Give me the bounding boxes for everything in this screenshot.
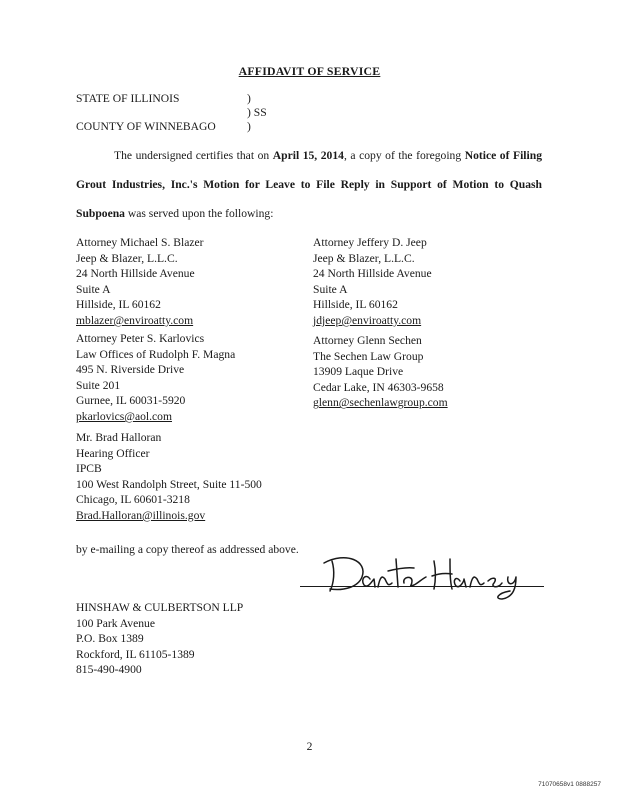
venue-state: STATE OF ILLINOIS <box>76 92 180 105</box>
certification-paragraph <box>76 141 542 228</box>
recipient-line: 24 North Hillside Avenue <box>76 267 195 281</box>
recipient-line: Hearing Officer <box>76 446 150 460</box>
recipient-block <box>76 235 204 329</box>
firm-address-line: P.O. Box 1389 <box>76 632 144 646</box>
recipient-line: Mr. Brad Halloran <box>76 431 162 444</box>
page-number: 2 <box>306 740 313 753</box>
venue-paren-close: ) <box>247 120 251 133</box>
recipient-line: Cedar Lake, IN 46303-9658 <box>313 380 444 394</box>
service-date: April 15, 2014 <box>272 149 344 162</box>
recipient-line: The Sechen Law Group <box>313 349 424 363</box>
recipient-line: Hillside, IL 60162 <box>76 298 161 312</box>
body-part3: was served upon the following: <box>124 207 274 220</box>
firm-name: HINSHAW & CULBERTSON LLP <box>76 601 244 614</box>
venue-ss: ) SS <box>247 106 267 119</box>
recipient-line: 495 N. Riverside Drive <box>76 363 185 377</box>
recipient-line: Suite 201 <box>76 378 121 392</box>
recipient-line: 24 North Hillside Avenue <box>313 267 432 281</box>
document-id: 71070658v1 0888257 <box>538 781 601 788</box>
recipient-line: Chicago, IL 60601-3218 <box>76 493 190 507</box>
recipient-line: 13909 Laque Drive <box>313 365 404 379</box>
recipient-line: Attorney Glenn Sechen <box>313 334 422 347</box>
venue-county: COUNTY OF WINNEBAGO <box>76 120 216 133</box>
recipient-line: Attorney Jeffery D. Jeep <box>313 236 427 249</box>
recipient-line: IPCB <box>76 462 102 476</box>
recipient-line: Jeep & Blazer, L.L.C. <box>313 251 415 265</box>
recipient-block <box>313 333 448 411</box>
recipient-line: Suite A <box>76 282 111 296</box>
recipient-line: Jeep & Blazer, L.L.C. <box>76 251 178 265</box>
recipient-block <box>76 331 235 425</box>
recipient-block <box>76 430 262 524</box>
body-part1: The undersigned certifies that on <box>114 149 273 162</box>
firm-address-line: Rockford, IL 61105-1389 <box>76 647 195 661</box>
signature-icon <box>318 549 532 601</box>
signature-line <box>300 586 544 587</box>
recipient-line: Hillside, IL 60162 <box>313 298 398 312</box>
firm-address-line: 100 Park Avenue <box>76 616 155 630</box>
recipient-line: Attorney Michael S. Blazer <box>76 236 204 249</box>
firm-phone: 815-490-4900 <box>76 663 142 677</box>
recipient-block <box>313 235 432 329</box>
recipient-email-link[interactable]: Brad.Halloran@illinois.gov <box>76 508 206 522</box>
recipient-line: Suite A <box>313 282 348 296</box>
document-name: Notice of Filing Grout Industries, Inc.'s Motion for Leave to File Reply in Support of Motion to Quash Subpoena <box>76 149 542 220</box>
recipient-line: 100 West Randolph Street, Suite 11-500 <box>76 477 262 491</box>
recipient-line: Law Offices of Rudolph F. Magna <box>76 347 236 361</box>
body-part2: , a copy of the foregoing <box>343 149 465 162</box>
recipient-line: Gurnee, IL 60031-5920 <box>76 394 186 408</box>
recipient-email-link[interactable]: jdjeep@enviroatty.com <box>313 313 422 327</box>
recipient-line: Attorney Peter S. Karlovics <box>76 332 205 345</box>
closing-statement: by e-mailing a copy thereof as addressed above. <box>76 543 299 556</box>
venue-paren-open: ) <box>247 92 251 105</box>
recipient-email-link[interactable]: glenn@sechenlawgroup.com <box>313 396 448 410</box>
document-title: AFFIDAVIT OF SERVICE <box>238 64 381 78</box>
firm-block <box>76 600 243 678</box>
recipient-email-link[interactable]: pkarlovics@aol.com <box>76 409 172 423</box>
recipient-email-link[interactable]: mblazer@enviroatty.com <box>76 313 194 327</box>
